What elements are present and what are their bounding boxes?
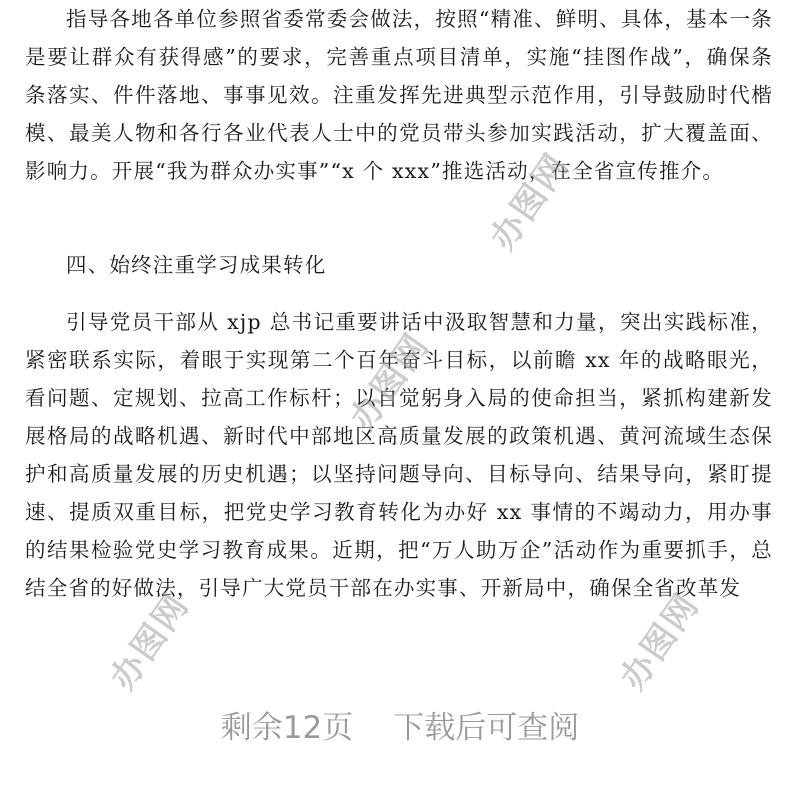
svg-text:办图网: 办图网 [482,145,578,258]
svg-text:办图网: 办图网 [102,585,198,698]
svg-text:办图网: 办图网 [612,585,708,698]
download-hint-label: 下载后可查阅 [393,710,580,746]
body-paragraph-2: 引导党员干部从 xjp 总书记重要讲话中汲取智慧和力量，突出实践标准，紧密联系实际，着眼于实现第二个百年奋斗目标，以前瞻 xx 年的战略眼光，看问题、定规划、拉高工作标杆；以自觉躬身入局的使命担当，紧抓构建新发展格局的战略机遇、新时代中部地区高质量发展的政策机遇、黄河流域生态保护和高质量发展的历史机遇；以坚持问题导向、目标导向、结果导向，紧盯提速、提质双重目标，把党史学习教育转化为办好 xx 事情的不竭动力，用办事的结果检验党史学习教育成果。近期，把“万人助万企”活动作为重要抓手，总结全省的好做法，引导广大党员干部在办实事、开新局中，确保全省改革发 [25,310,773,600]
body-paragraph-1: 指导各地各单位参照省委常委会做法，按照“精准、鲜明、具体，基本一条是要让群众有获得感”的要求，完善重点项目清单，实施“挂图作战”，确保条条落实、件件落地、事事见效。注重发挥先进典型示范作用，引导鼓励时代楷模、最美人物和各行各业代表人士中的党员带头参加实践活动，扩大覆盖面、影响力。开展“我为群众办实事”“x 个 xxx”推选活动，在全省宣传推介。 [25,7,773,183]
section-heading-4: 四、始终注重学习成果转化 [66,253,327,277]
svg-text:办图网: 办图网 [342,325,438,438]
remaining-pages-label: 剩余12页 [220,710,354,746]
download-prompt[interactable] [0,703,800,753]
